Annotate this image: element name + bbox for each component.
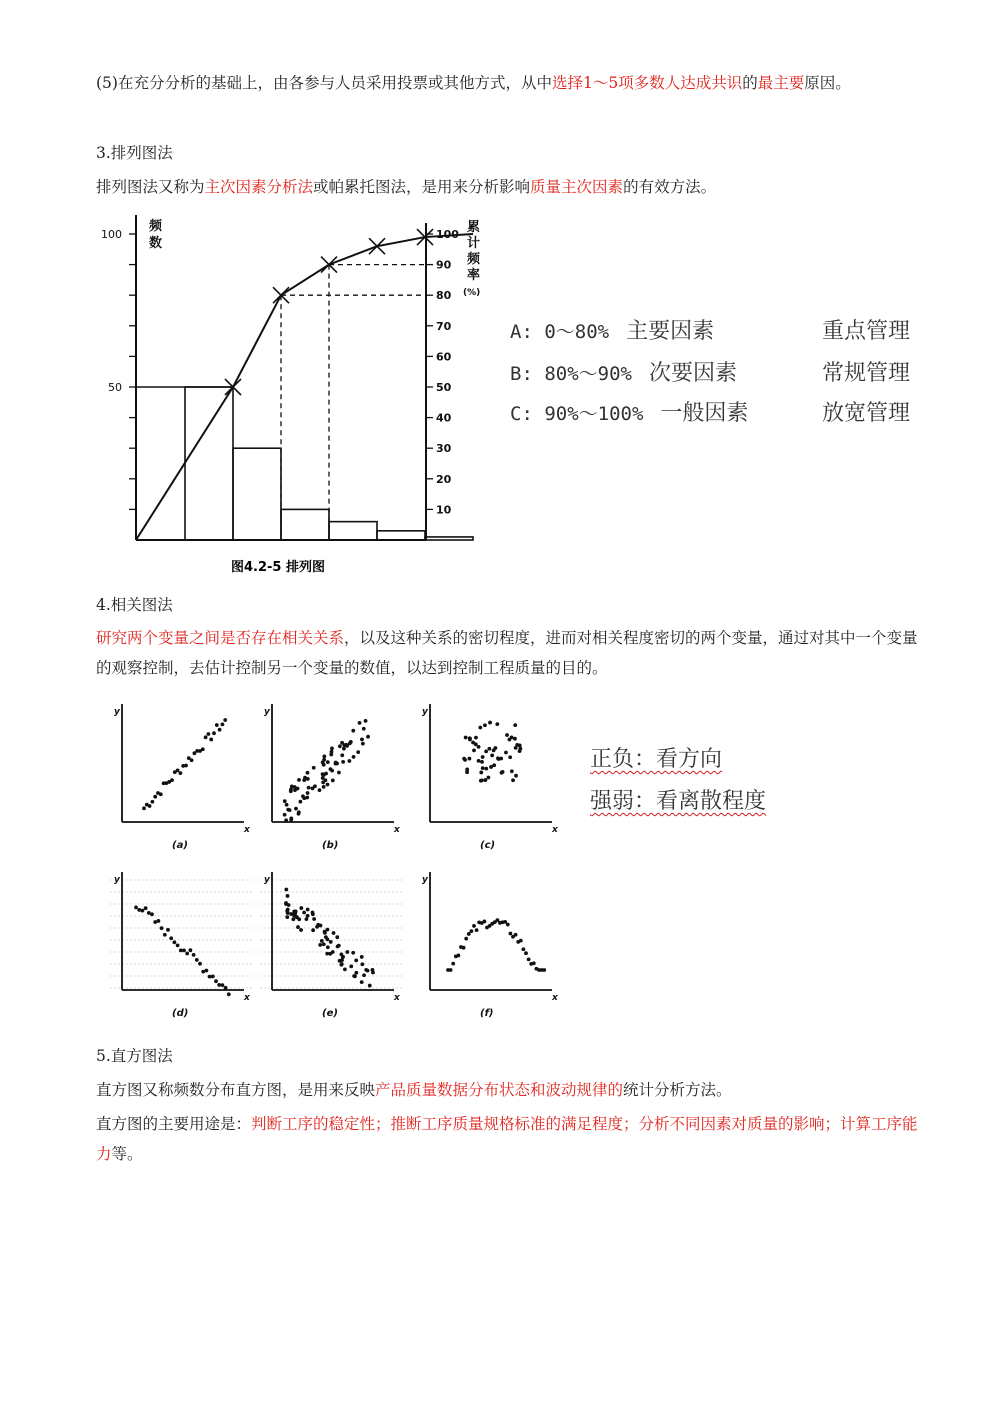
legend-c-factor: 一般因素 <box>660 401 749 426</box>
right-tick-label: 30 <box>436 442 452 456</box>
scatter-point <box>343 967 347 971</box>
left-axis-title: 数 <box>149 236 163 251</box>
scatter-point <box>287 903 291 907</box>
scatter-point <box>342 747 346 751</box>
scatter-point <box>319 924 323 928</box>
scatter-point <box>326 783 330 787</box>
scatter-point <box>291 917 295 921</box>
s3-red-b: 质量主次因素 <box>530 178 624 196</box>
scatter-point <box>141 909 145 913</box>
scatter-point <box>306 777 310 781</box>
legend-row-b <box>510 356 737 387</box>
scatter-panel-label: (d) <box>172 1008 189 1019</box>
scatter-note-strength <box>590 784 766 815</box>
scatter-point <box>488 721 492 725</box>
scatter-point <box>284 818 288 822</box>
scatter-diagrams <box>100 700 570 1030</box>
right-tick-label: 80 <box>436 289 452 303</box>
scatter-point <box>209 738 213 742</box>
scatter-point <box>315 925 319 929</box>
scatter-y-label: y <box>422 707 428 717</box>
scatter-point <box>360 955 364 959</box>
scatter-point <box>283 799 287 803</box>
scatter-point <box>204 735 208 739</box>
scatter-point <box>360 738 364 742</box>
right-axis-title: 累 <box>467 220 481 235</box>
scatter-point <box>293 788 297 792</box>
scatter-panel-label: (a) <box>172 840 188 851</box>
scatter-point <box>362 727 366 731</box>
scatter-point <box>467 932 471 936</box>
scatter-point <box>286 911 290 915</box>
scatter-point <box>481 755 485 759</box>
scatter-point <box>470 929 474 933</box>
s3-text-a: 排列图法又称为 <box>96 178 205 196</box>
scatter-point <box>362 973 366 977</box>
scatter-point <box>532 961 536 965</box>
scatter-point <box>326 760 330 764</box>
scatter-point <box>477 759 481 763</box>
scatter-point <box>318 788 322 792</box>
paragraph-5 <box>96 68 926 98</box>
scatter-point <box>356 750 360 754</box>
scatter-point <box>207 732 211 736</box>
scatter-point <box>215 723 219 727</box>
scatter-point <box>542 968 546 972</box>
scatter-x-label: x <box>552 825 558 835</box>
scatter-point <box>508 755 512 759</box>
scatter-point <box>170 778 174 782</box>
scatter-panel <box>114 704 251 851</box>
scatter-point <box>298 800 302 804</box>
scatter-panel-label: (e) <box>322 1008 338 1019</box>
scatter-point <box>182 948 186 952</box>
right-tick-label: 100 <box>436 228 459 241</box>
pareto-caption: 图4.2-5 排列图 <box>231 560 325 575</box>
scatter-point <box>513 737 517 741</box>
scatter-point <box>510 769 514 773</box>
left-axis-title: 频 <box>149 219 163 234</box>
scatter-point <box>322 758 326 762</box>
pareto-bar <box>425 537 473 540</box>
scatter-point <box>340 753 344 757</box>
scatter-point <box>462 946 466 950</box>
scatter-point <box>351 951 355 955</box>
scatter-point <box>524 951 528 955</box>
scatter-point <box>195 958 199 962</box>
scatter-point <box>360 980 364 984</box>
scatter-point <box>468 738 472 742</box>
scatter-point <box>513 723 517 727</box>
scatter-point <box>227 992 231 996</box>
scatter-y-label: y <box>422 875 428 885</box>
scatter-point <box>306 914 310 918</box>
scatter-point <box>465 767 469 771</box>
legend-a-mgmt: 重点管理 <box>822 319 911 344</box>
scatter-point <box>294 915 298 919</box>
s5-text-a: 直方图又称频数分布直方图，是用来反映 <box>96 1081 376 1099</box>
scatter-point <box>297 778 301 782</box>
scatter-point <box>223 718 227 722</box>
scatter-point <box>205 969 209 973</box>
s5-text-c: 直方图的主要用途是： <box>96 1115 252 1133</box>
scatter-point <box>299 928 303 932</box>
scatter-point <box>306 908 310 912</box>
scatter-x-label: x <box>394 825 400 835</box>
scatter-panel-label: (b) <box>322 840 339 851</box>
note-strength-text: 强弱：看离散程度 <box>590 789 767 814</box>
scatter-point <box>341 955 345 959</box>
scatter-point <box>318 943 322 947</box>
scatter-point <box>340 741 344 745</box>
scatter-y-label: y <box>114 875 120 885</box>
scatter-point <box>341 760 345 764</box>
scatter-point <box>214 979 218 983</box>
s4-red: 研究两个变量之间是否存在相关关系 <box>96 629 345 647</box>
right-tick-label: 40 <box>436 411 452 425</box>
scatter-point <box>506 923 510 927</box>
scatter-point <box>492 748 496 752</box>
scatter-point <box>487 776 491 780</box>
scatter-point <box>294 807 298 811</box>
scatter-point <box>312 766 316 770</box>
scatter-point <box>322 942 326 946</box>
scatter-point <box>322 754 326 758</box>
scatter-point <box>157 919 161 923</box>
scatter-point <box>509 932 513 936</box>
scatter-point <box>368 984 372 988</box>
s4-text: ，以及这种关系的密切程度，进而对相关程度密切的两个变量，通过对其中一个变量的观察控制，去估计控制另一个变量的数值，以达到控制工程质量的目的。 <box>96 629 918 677</box>
scatter-point <box>501 770 505 774</box>
scatter-point <box>464 736 468 740</box>
scatter-point <box>322 763 326 767</box>
right-tick-label: 60 <box>436 350 452 364</box>
scatter-point <box>527 957 531 961</box>
scatter-point <box>285 803 289 807</box>
scatter-point <box>457 954 461 958</box>
scatter-point <box>288 808 292 812</box>
scatter-point <box>307 786 311 790</box>
scatter-point <box>492 763 496 767</box>
scatter-point <box>468 757 472 761</box>
scatter-y-label: y <box>114 707 120 717</box>
scatter-point <box>518 744 522 748</box>
section-5-text-1 <box>96 1075 926 1105</box>
p5-prefix: (5)在充分分析的基础上，由各参与人员采用投票或其他方式，从中 <box>96 74 552 92</box>
scatter-point <box>345 744 349 748</box>
scatter-point <box>283 813 287 817</box>
scatter-point <box>495 722 499 726</box>
scatter-point <box>504 751 508 755</box>
scatter-point <box>354 958 358 962</box>
scatter-point <box>361 742 365 746</box>
legend-b-factor: 次要因素 <box>648 361 737 386</box>
right-tick-label: 10 <box>436 503 452 517</box>
scatter-point <box>324 935 328 939</box>
scatter-point <box>351 729 355 733</box>
scatter-point <box>179 771 183 775</box>
right-axis-title: 计 <box>467 236 481 251</box>
note-direction-text: 正负：看方向 <box>590 747 723 772</box>
legend-b-range: B: 80%～90% <box>510 363 632 385</box>
section-4-heading: 4.相关图法 <box>96 596 173 614</box>
scatter-point <box>134 906 138 910</box>
scatter-panel <box>110 872 252 1019</box>
scatter-point <box>483 920 487 924</box>
scatter-point <box>358 721 362 725</box>
right-tick-label: 90 <box>436 258 452 272</box>
section-3-heading: 3.排列图法 <box>96 144 173 162</box>
scatter-point <box>306 791 310 795</box>
s3-text-c: 的有效方法。 <box>623 178 717 196</box>
section-5-heading: 5.直方图法 <box>96 1047 173 1065</box>
pareto-bar <box>281 509 329 540</box>
pareto-chart <box>96 205 496 585</box>
scatter-panel <box>422 704 559 851</box>
section-4-text <box>96 623 926 683</box>
scatter-point <box>331 950 335 954</box>
scatter-point <box>484 767 488 771</box>
legend-b-mgmt: 常规管理 <box>822 361 911 386</box>
scatter-point <box>484 778 488 782</box>
scatter-point <box>339 963 343 967</box>
scatter-point <box>306 771 310 775</box>
scatter-point <box>184 764 188 768</box>
scatter-point <box>176 768 180 772</box>
right-tick-label: 70 <box>436 319 452 333</box>
scatter-point <box>481 766 485 770</box>
right-axis-title: (%) <box>463 288 481 298</box>
scatter-x-label: x <box>394 993 400 1003</box>
scatter-point <box>224 986 228 990</box>
pareto-bar <box>329 522 377 540</box>
scatter-point <box>347 759 351 763</box>
p5-mid: 的 <box>742 74 758 92</box>
scatter-point <box>464 937 468 941</box>
scatter-point <box>337 771 341 775</box>
legend-c-mgmt: 放宽管理 <box>822 401 911 426</box>
scatter-point <box>212 731 216 735</box>
s5-red-c: 判断工序的稳定性；推断工序质量规格标准的满足程度；分析不同因素对质量的影响；计算工序能力 <box>96 1115 918 1163</box>
scatter-point <box>148 804 152 808</box>
scatter-point <box>312 917 316 921</box>
scatter-panel <box>422 872 559 1019</box>
scatter-point <box>518 749 522 753</box>
scatter-point <box>153 795 157 799</box>
left-tick-label: 50 <box>108 381 122 394</box>
scatter-point <box>144 906 148 910</box>
scatter-point <box>514 933 518 937</box>
scatter-point <box>329 940 333 944</box>
scatter-point <box>176 943 180 947</box>
right-tick-label: 20 <box>436 472 452 486</box>
scatter-point <box>192 953 196 957</box>
scatter-point <box>292 910 296 914</box>
scatter-y-label: y <box>264 875 270 885</box>
scatter-point <box>334 761 338 765</box>
scatter-point <box>330 750 334 754</box>
scatter-point <box>472 748 476 752</box>
scatter-point <box>487 747 491 751</box>
scatter-point <box>289 789 293 793</box>
scatter-point <box>201 747 205 751</box>
scatter-point <box>326 945 330 949</box>
scatter-x-label: x <box>552 993 558 1003</box>
scatter-point <box>330 746 334 750</box>
scatter-point <box>335 935 339 939</box>
s3-text-b: 或帕累托图法，是用来分析影响 <box>313 178 531 196</box>
scatter-point <box>474 742 478 746</box>
scatter-point <box>150 912 154 916</box>
scatter-x-label: x <box>244 993 250 1003</box>
scatter-point <box>331 779 335 783</box>
scatter-point <box>221 983 225 987</box>
legend-row-c <box>510 396 748 427</box>
s5-text-b: 统计分析方法。 <box>623 1081 732 1099</box>
p5-red-1: 选择1～5项多数人达成共识 <box>551 74 743 92</box>
scatter-panel <box>264 704 401 851</box>
scatter-point <box>449 968 453 972</box>
scatter-point <box>142 806 146 810</box>
scatter-point <box>479 771 483 775</box>
scatter-point <box>514 774 518 778</box>
scatter-point <box>302 911 306 915</box>
scatter-point <box>198 962 202 966</box>
scatter-point <box>173 940 177 944</box>
p5-suffix: 原因。 <box>804 74 851 92</box>
scatter-point <box>483 723 487 727</box>
scatter-point <box>211 975 215 979</box>
scatter-point <box>311 928 315 932</box>
scatter-point <box>305 917 309 921</box>
scatter-point <box>497 757 501 761</box>
scatter-point <box>366 969 370 973</box>
scatter-point <box>185 952 189 956</box>
scatter-point <box>451 962 455 966</box>
scatter-point <box>511 778 515 782</box>
scatter-point <box>522 947 526 951</box>
s5-text-d: 等。 <box>111 1145 143 1163</box>
scatter-point <box>311 911 315 915</box>
scatter-panel-label: (c) <box>480 840 496 851</box>
scatter-point <box>159 792 163 796</box>
scatter-point <box>190 758 194 762</box>
scatter-point <box>480 760 484 764</box>
pareto-bar <box>233 448 281 540</box>
scatter-point <box>371 971 375 975</box>
scatter-point <box>137 908 141 912</box>
scatter-point <box>353 974 357 978</box>
scatter-point <box>286 894 290 898</box>
legend-row-a <box>510 314 714 345</box>
scatter-point <box>169 936 173 940</box>
scatter-point <box>221 722 225 726</box>
scatter-point <box>325 952 329 956</box>
scatter-point <box>475 928 479 932</box>
scatter-point <box>366 735 370 739</box>
legend-c-range: C: 90%～100% <box>510 403 644 425</box>
scatter-point <box>297 812 301 816</box>
scatter-point <box>299 906 303 910</box>
scatter-point <box>151 800 155 804</box>
scatter-point <box>189 948 193 952</box>
scatter-point <box>289 816 293 820</box>
s5-red-a: 产品质量数据分布状态和波动规律的 <box>375 1081 624 1099</box>
scatter-point <box>484 750 488 754</box>
scatter-point <box>324 772 328 776</box>
scatter-panel-label: (f) <box>480 1008 494 1019</box>
scatter-point <box>284 888 288 892</box>
scatter-point <box>349 964 353 968</box>
right-axis-title: 率 <box>467 268 481 283</box>
scatter-point <box>302 778 306 782</box>
scatter-point <box>472 924 476 928</box>
scatter-point <box>505 733 509 737</box>
scatter-point <box>322 785 326 789</box>
cumulative-marker <box>369 238 385 254</box>
s3-red-a: 主次因素分析法 <box>204 178 314 196</box>
scatter-point <box>354 971 358 975</box>
scatter-point <box>323 930 327 934</box>
section-3-text <box>96 172 926 202</box>
scatter-point <box>462 757 466 761</box>
scatter-panel <box>260 872 402 1019</box>
pareto-bar <box>377 531 425 540</box>
section-5-text-2 <box>96 1109 926 1169</box>
scatter-point <box>510 736 514 740</box>
scatter-point <box>297 917 301 921</box>
scatter-point <box>336 945 340 949</box>
scatter-point <box>160 926 164 930</box>
scatter-y-label: y <box>264 707 270 717</box>
scatter-point <box>340 958 344 962</box>
scatter-point <box>321 776 325 780</box>
p5-red-2: 最主要 <box>757 74 805 92</box>
scatter-point <box>345 950 349 954</box>
scatter-point <box>338 744 342 748</box>
scatter-point <box>285 915 289 919</box>
scatter-point <box>296 925 300 929</box>
scatter-point <box>163 933 167 937</box>
scatter-point <box>166 928 170 932</box>
right-tick-label: 50 <box>436 381 452 394</box>
scatter-point <box>293 785 297 789</box>
scatter-point <box>474 736 478 740</box>
scatter-point <box>364 719 368 723</box>
pareto-bar <box>185 387 233 540</box>
scatter-point <box>477 745 481 749</box>
legend-a-factor: 主要因素 <box>626 319 715 344</box>
scatter-point <box>320 939 324 943</box>
scatter-x-label: x <box>244 825 250 835</box>
scatter-point <box>478 726 482 730</box>
scatter-point <box>302 796 306 800</box>
scatter-note-direction <box>590 742 722 773</box>
scatter-point <box>480 778 484 782</box>
scatter-point <box>360 962 364 966</box>
legend-a-range: A: 0～80% <box>510 321 610 343</box>
left-tick-label: 100 <box>101 228 122 241</box>
right-axis-title: 频 <box>467 252 481 267</box>
scatter-point <box>218 728 222 732</box>
scatter-point <box>311 786 315 790</box>
scatter-point <box>490 753 494 757</box>
scatter-point <box>519 939 523 943</box>
scatter-point <box>329 767 333 771</box>
scatter-point <box>332 931 336 935</box>
scatter-point <box>352 755 356 759</box>
